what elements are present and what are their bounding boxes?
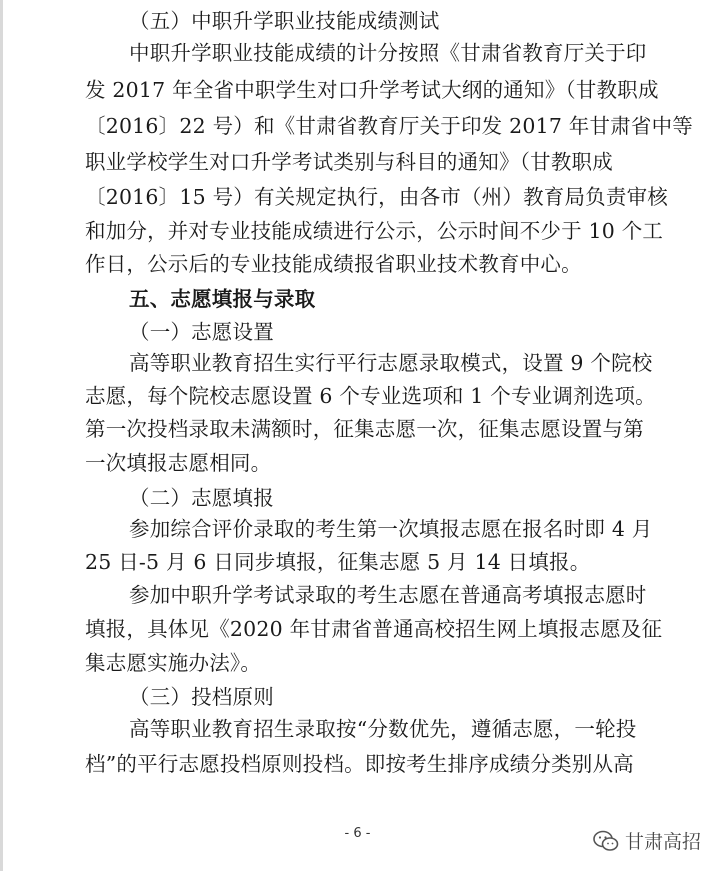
paragraph-line: 中职升学职业技能成绩的计分按照《甘肃省教育厅关于印 xyxy=(129,41,647,65)
paragraph-line: 志愿，每个院校志愿设置 6 个专业选项和 1 个专业调剂选项。 xyxy=(85,384,656,408)
paragraph-line: 集志愿实施办法》。 xyxy=(85,651,262,675)
paragraph-line: 第一次投档录取未满额时，征集志愿一次，征集志愿设置与第 xyxy=(85,417,644,441)
wechat-watermark xyxy=(593,827,701,854)
paragraph-line: 职业学校学生对口升学考试类别与科目的通知》（甘教职成 xyxy=(85,150,613,174)
paragraph-line: 高等职业教育招生录取按“分数优先，遵循志愿，一轮投 xyxy=(129,717,637,741)
paragraph-line: 高等职业教育招生实行平行志愿录取模式，设置 9 个院校 xyxy=(129,351,653,375)
paragraph-line: 和加分，并对专业技能成绩进行公示，公示时间不少于 10 个工 xyxy=(85,219,664,243)
subsection-heading-volunteer-fill: （二）志愿填报 xyxy=(129,486,274,510)
paragraph-line: 〔2016〕15 号）有关规定执行，由各市（州）教育局负责审核 xyxy=(85,185,668,209)
paragraph-line: 〔2016〕22 号）和《甘肃省教育厅关于印发 2017 年甘肃省中等 xyxy=(85,114,693,138)
section-heading-5-volunteer: 五、志愿填报与录取 xyxy=(129,287,316,311)
paragraph-line: 发 2017 年全省中职学生对口升学考试大纲的通知》（甘教职成 xyxy=(85,78,659,102)
page-edge xyxy=(0,0,3,871)
paragraph-line: 参加中职升学考试录取的考生志愿在普通高考填报志愿时 xyxy=(129,583,647,607)
paragraph-line: 25 日-5 月 6 日同步填报，征集志愿 5 月 14 日填报。 xyxy=(85,550,591,574)
page-number: - 6 - xyxy=(344,826,371,841)
paragraph-line: 作日，公示后的专业技能成绩报省职业技术教育中心。 xyxy=(85,252,582,276)
subsection-heading-volunteer-setup: （一）志愿设置 xyxy=(129,320,274,344)
watermark-text: 甘肃高招 xyxy=(624,831,701,853)
wechat-icon xyxy=(593,830,619,852)
paragraph-line: 一次填报志愿相同。 xyxy=(85,451,272,475)
paragraph-line: 档”的平行志愿投档原则投档。即按考生排序成绩分类别从高 xyxy=(85,752,634,776)
section-heading-5-skill-test: （五）中职升学职业技能成绩测试 xyxy=(129,9,440,33)
paragraph-line: 参加综合评价录取的考生第一次填报志愿在报名时即 4 月 xyxy=(129,517,653,541)
subsection-heading-admission-principle: （三）投档原则 xyxy=(129,685,274,709)
paragraph-line: 填报，具体见《2020 年甘肃省普通高校招生网上填报志愿及征 xyxy=(85,617,663,641)
